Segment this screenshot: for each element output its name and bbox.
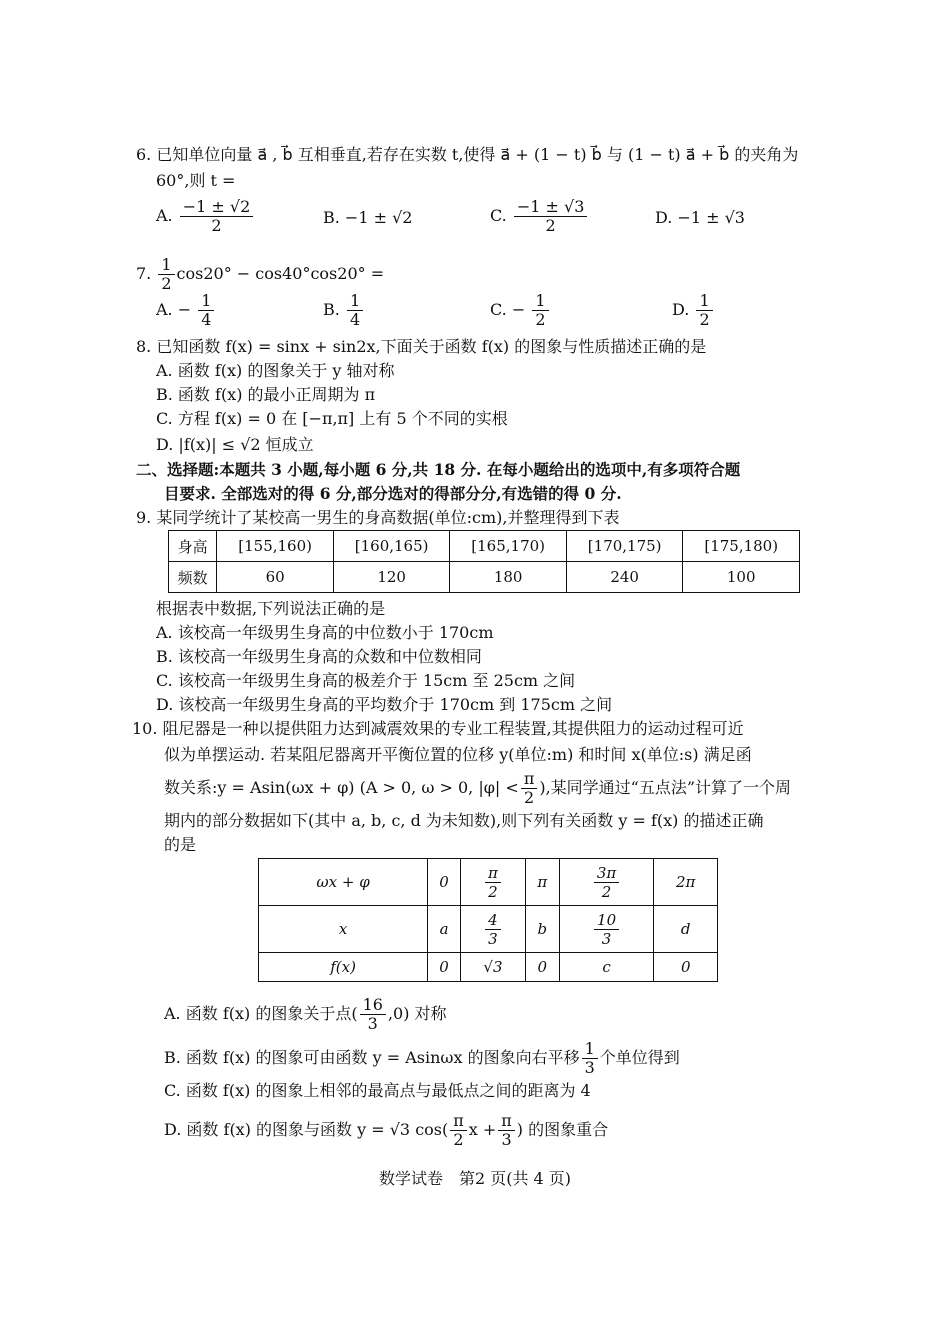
q10-table — [258, 858, 718, 982]
q10-r1-c5: 2π — [654, 859, 718, 906]
q7-option-d — [672, 292, 715, 329]
q10-line3-num: π — [521, 770, 538, 789]
table-fraction — [594, 911, 619, 948]
q9-th-3: [165,170) — [450, 531, 567, 562]
q10-a-den: 3 — [367, 1014, 378, 1033]
q7-b-den: 4 — [349, 310, 361, 329]
q6-a-den: 2 — [211, 216, 222, 235]
q10-line3-b: ),某同学通过“五点法”计算了一个周 — [539, 778, 792, 797]
q6-option-a — [156, 198, 255, 235]
q6-c-den: 2 — [545, 216, 556, 235]
q6-option-b: B. −1 ± √2 — [323, 208, 413, 227]
q10-b-frac — [582, 1040, 598, 1077]
q6-a-label: A. — [156, 206, 173, 225]
q9-td-4: 240 — [566, 562, 683, 593]
q10-stem-line5: 的是 — [164, 835, 197, 854]
q7-option-c — [490, 292, 551, 329]
q6-c-num: −1 ± √3 — [514, 198, 588, 217]
q6-c-label: C. — [490, 206, 507, 225]
q10-line3-den: 2 — [523, 788, 535, 807]
q10-d-frac2 — [498, 1112, 515, 1149]
q10-table-row2 — [259, 906, 718, 953]
q7-b-num: 1 — [347, 292, 363, 311]
q10-option-a — [164, 996, 447, 1033]
q7-d-label: D. — [672, 300, 690, 319]
q9-th-5: [175,180) — [683, 531, 800, 562]
q10-a-pre: A. 函数 f(x) 的图象关于点( — [164, 1004, 358, 1023]
q9-table — [168, 530, 800, 593]
q10-d-num2: π — [498, 1112, 515, 1131]
q10-d-post: ) 的图象重合 — [516, 1120, 609, 1139]
q9-th-2: [160,165) — [333, 531, 450, 562]
q10-stem-line4: 期内的部分数据如下(其中 a, b, c, d 为未知数),则下列有关函数 y = f(x) 的描述正确 — [164, 811, 764, 830]
q9-td-3: 180 — [450, 562, 567, 593]
q7-a-frac — [198, 292, 214, 329]
q10-a-post: ,0) 对称 — [387, 1004, 447, 1023]
q9-stem: 9. 某同学统计了某校高一男生的身高数据(单位:cm),并整理得到下表 — [136, 508, 620, 527]
q7-option-b — [323, 292, 365, 329]
q10-line3-frac — [521, 770, 538, 807]
page-footer: 数学试卷 第2 页(共 4 页) — [378, 1169, 572, 1188]
q7-d-frac — [696, 292, 712, 329]
q10-r2-c5: d — [654, 906, 718, 953]
table-fraction — [594, 864, 619, 901]
q9-td-0: 频数 — [169, 562, 217, 593]
q7-c-frac — [532, 292, 548, 329]
q10-stem-line1: 10. 阻尼器是一种以提供阻力达到减震效果的专业工程装置,其提供阻力的运动过程可近 — [132, 719, 744, 738]
q10-r1-c2 — [460, 859, 525, 906]
q9-td-1: 60 — [217, 562, 334, 593]
q10-b-post: 个单位得到 — [599, 1048, 680, 1067]
q10-r2-c2 — [460, 906, 525, 953]
q7-b-frac — [347, 292, 363, 329]
q10-d-pre: D. 函数 f(x) 的图象与函数 y = √3 cos( — [164, 1120, 449, 1139]
fraction-denominator: 2 — [601, 882, 612, 901]
q10-a-frac — [360, 996, 386, 1033]
q7-c-num: 1 — [532, 292, 548, 311]
table-fraction — [485, 864, 501, 901]
q7-prefix: 7. — [136, 264, 152, 283]
q7-a-label: A. − — [156, 300, 192, 319]
q9-table-data-row — [169, 562, 800, 593]
q10-b-num: 1 — [582, 1040, 598, 1059]
q9-option-d: D. 该校高一年级男生身高的平均数介于 170cm 到 175cm 之间 — [156, 695, 613, 714]
fraction-numerator: 3π — [594, 864, 619, 883]
q7-a-num: 1 — [198, 292, 214, 311]
q6-option-c — [490, 198, 589, 235]
q8-option-c: C. 方程 f(x) = 0 在 [−π,π] 上有 5 个不同的实根 — [156, 409, 508, 428]
q7-frac-num: 1 — [158, 256, 174, 275]
q9-lead: 根据表中数据,下列说法正确的是 — [156, 599, 386, 618]
q7-frac-den: 2 — [161, 274, 172, 293]
q10-d-den2: 3 — [501, 1130, 512, 1149]
q10-b-pre: B. 函数 f(x) 的图象可由函数 y = Asinωx 的图象向右平移 — [164, 1048, 580, 1067]
table-fraction — [485, 911, 501, 948]
q10-line3-a: 数关系:y = Asin(ωx + φ) (A > 0, ω > 0, |φ| < — [164, 778, 519, 797]
q8-option-d: D. |f(x)| ≤ √2 恒成立 — [156, 435, 314, 454]
q9-option-c: C. 该校高一年级男生身高的极差介于 15cm 至 25cm 之间 — [156, 671, 576, 690]
fraction-denominator: 3 — [488, 929, 498, 948]
q10-r1-c1: 0 — [428, 859, 461, 906]
q10-r2-c1: a — [428, 906, 461, 953]
q10-r3-c4: c — [559, 953, 654, 982]
q10-d-mid: x + — [468, 1120, 497, 1139]
q9-th-0: 身高 — [169, 531, 217, 562]
q8-stem: 8. 已知函数 f(x) = sinx + sin2x,下面关于函数 f(x) 的图象与性质描述正确的是 — [136, 337, 707, 356]
q7-option-a — [156, 292, 216, 329]
q10-d-frac1 — [450, 1112, 467, 1149]
q10-r3-c0: f(x) — [259, 953, 428, 982]
q8-option-b: B. 函数 f(x) 的最小正周期为 π — [156, 385, 376, 404]
fraction-numerator: 10 — [594, 911, 619, 930]
fraction-numerator: 4 — [485, 911, 501, 930]
q10-option-b — [164, 1040, 680, 1077]
q9-th-1: [155,160) — [217, 531, 334, 562]
q10-r3-c1: 0 — [428, 953, 461, 982]
q10-r3-c2: √3 — [460, 953, 525, 982]
fraction-denominator: 2 — [488, 882, 498, 901]
q6-c-frac — [514, 198, 588, 235]
q7-c-label: C. − — [490, 300, 526, 319]
fraction-denominator: 3 — [601, 929, 612, 948]
q10-stem-line3 — [164, 770, 791, 807]
q7-c-den: 2 — [535, 310, 546, 329]
q7-d-num: 1 — [696, 292, 712, 311]
q10-table-row1 — [259, 859, 718, 906]
q10-a-num: 16 — [360, 996, 386, 1015]
q7-a-den: 4 — [201, 310, 212, 329]
q10-r1-c4 — [559, 859, 654, 906]
q6-a-num: −1 ± √2 — [180, 198, 254, 217]
q9-option-b: B. 该校高一年级男生身高的众数和中位数相同 — [156, 647, 482, 666]
q10-d-num1: π — [450, 1112, 467, 1131]
q10-r2-c0: x — [259, 906, 428, 953]
q7-expr: cos20° − cos40°cos20° = — [176, 264, 385, 283]
q10-b-den: 3 — [584, 1058, 595, 1077]
q10-stem-line2: 似为单摆运动. 若某阻尼器离开平衡位置的位移 y(单位:m) 和时间 x(单位:s) 满足函 — [164, 745, 752, 764]
q10-r3-c5: 0 — [654, 953, 718, 982]
q6-option-d: D. −1 ± √3 — [655, 208, 745, 227]
section2-heading-line1: 二、选择题:本题共 3 小题,每小题 6 分,共 18 分. 在每小题给出的选项中,有多项符合题 — [136, 460, 741, 479]
q10-option-d — [164, 1112, 608, 1149]
q7-b-label: B. — [323, 300, 340, 319]
q10-option-c: C. 函数 f(x) 的图象上相邻的最高点与最低点之间的距离为 4 — [164, 1081, 591, 1100]
q6-stem-line2: 60°,则 t = — [156, 171, 236, 190]
q10-d-den1: 2 — [453, 1130, 464, 1149]
q7-stem — [136, 256, 384, 293]
q9-option-a: A. 该校高一年级男生身高的中位数小于 170cm — [156, 623, 494, 642]
q10-r2-c3: b — [525, 906, 559, 953]
q10-r1-c3: π — [525, 859, 559, 906]
q9-table-header-row — [169, 531, 800, 562]
q10-r3-c3: 0 — [525, 953, 559, 982]
q10-r1-c0: ωx + φ — [259, 859, 428, 906]
q6-stem-line1: 6. 已知单位向量 a⃗ , b⃗ 互相垂直,若存在实数 t,使得 a⃗ + (1 − t) b⃗ 与 (1 − t) a⃗ + b⃗ 的夹角为 — [136, 145, 799, 164]
fraction-numerator: π — [485, 864, 501, 883]
section2-heading-line2: 目要求. 全部选对的得 6 分,部分选对的得部分分,有选错的得 0 分. — [164, 484, 622, 503]
q10-r2-c4 — [559, 906, 654, 953]
q9-td-2: 120 — [333, 562, 450, 593]
q7-d-den: 2 — [699, 310, 710, 329]
q6-a-frac — [180, 198, 254, 235]
q10-table-row3 — [259, 953, 718, 982]
q9-td-5: 100 — [683, 562, 800, 593]
q7-frac — [158, 256, 174, 293]
q8-option-a: A. 函数 f(x) 的图象关于 y 轴对称 — [156, 361, 395, 380]
q9-th-4: [170,175) — [566, 531, 683, 562]
